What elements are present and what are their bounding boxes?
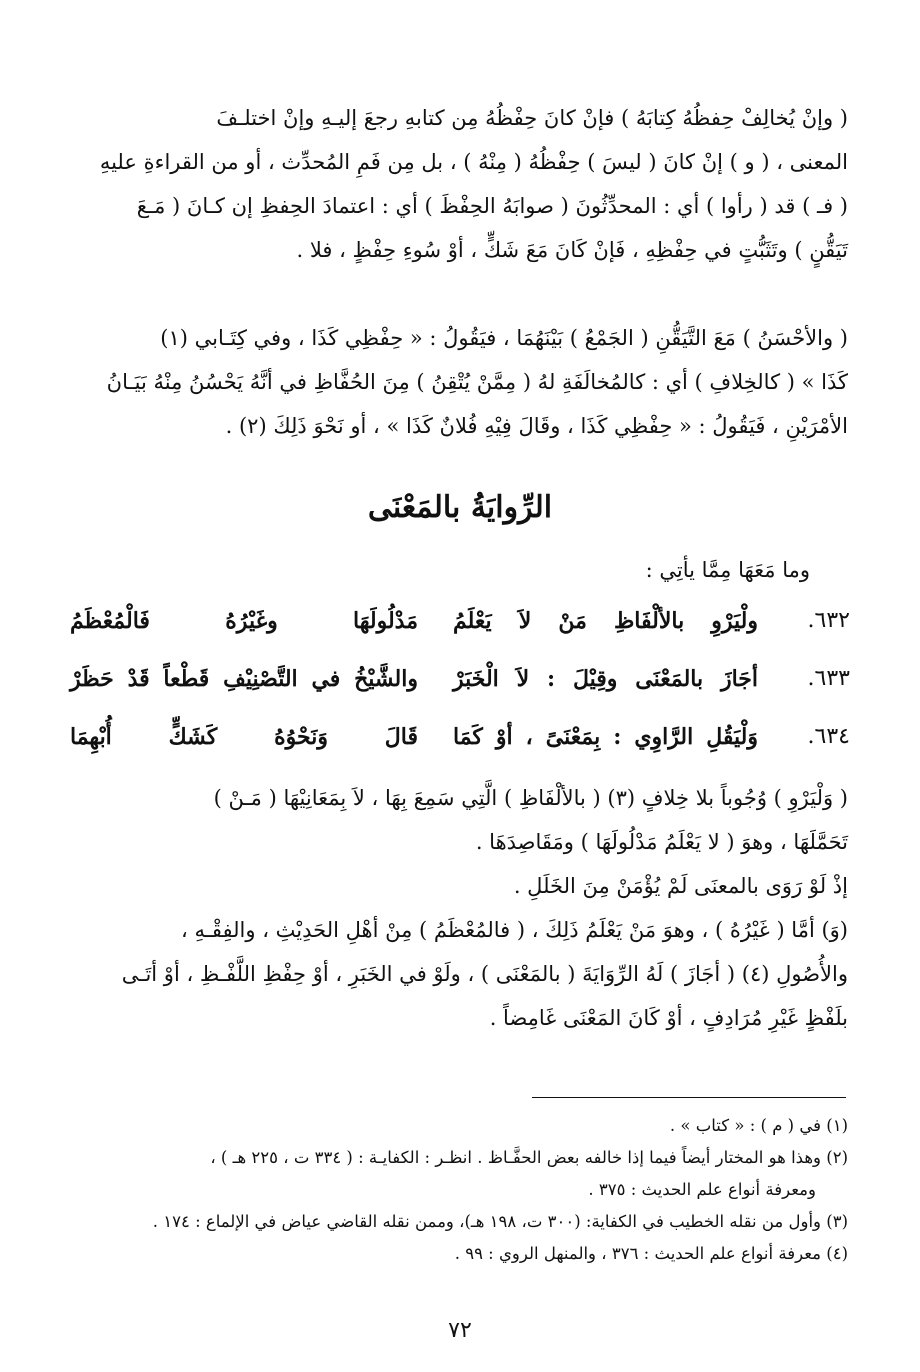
verse-row [70, 608, 850, 652]
page-number: ٧٢ [448, 1318, 472, 1343]
text-line: بلَفْظٍ غَيْرِ مُرَادِفٍ ، أوْ كَانَ المَعْنَى غَامِضاً . [489, 1006, 848, 1030]
footnote: (٤) معرفة أنواع علم الحديث : ٣٧٦ ، والمنهل الروي : ٩٩ . [454, 1244, 848, 1263]
footnote: (١) في ( م ) : « كتاب » . [669, 1116, 848, 1135]
footnote-continuation: ومعرفة أنواع علم الحديث : ٣٧٥ . [588, 1180, 816, 1199]
footnote: (٢) وهذا هو المختار أيضاً فيما إذا خالفه بعض الحفَّـاظ . انظـر : الكفايـة : ( ٣٣٤ ت ، ٢٢٥ هـ ) ، [210, 1148, 848, 1167]
text-line: (وَ) أمَّا ( غَيْرُهُ ) ، وهوَ مَنْ يَعْلَمُ ذَلِكَ ، ( فالمُعْظَمُ ) مِنْ أهْلِ الحَدِيْثِ ، والفِقْـهِ ، [181, 918, 848, 942]
paragraph-commentary [70, 776, 848, 1040]
verse-number: ٦٣٣. [807, 666, 850, 691]
verse-second-hemistich: مَدْلُولَهَا وغَيْرُهُ فَالْمُعْظَمُ [70, 608, 418, 634]
verse-first-hemistich: وَلْيَقُلِ الرَّاوِي : بِمَعْنَىً ، أوْ كَمَا [453, 724, 758, 750]
verse-first-hemistich: ولْيَرْوِ بالألْفَاظِ مَنْ لاَ يَعْلَمُ [453, 608, 758, 634]
paragraph-second [70, 316, 848, 448]
text-line: تَحَمَّلَهَا ، وهوَ ( لا يَعْلَمُ مَدْلُولَهَا ) ومَقَاصِدَهَا . [475, 830, 848, 854]
text-line: كَذَا » ( كالخِلافِ ) أي : كالمُخالَفَةِ لهُ ( مِمَّنْ يُتْقِنُ ) مِنَ الحُفَّاظِ في أنَّهُ يَحْسُنُ مِنْهُ بَيَـانُ [106, 370, 848, 394]
footnotes [70, 1110, 848, 1270]
text-line: الأمْرَيْنِ ، فَيَقُولُ : « حِفْظِي كَذَا ، وقَالَ فِيْهِ فُلانٌ كَذَا » ، أو نَحْوَ ذَلِكَ (٢) . [225, 414, 848, 438]
verse-row [70, 724, 850, 768]
text-line: تَيَقُّنٍ ) وتَثَبُّتٍ في حِفْظِهِ ، فَإنْ كَانَ مَعَ شَكٍّ ، أوْ سُوءِ حِفْظٍ ، فلا . [296, 238, 848, 262]
section-title: الرِّوايَةُ بالمَعْنَى [367, 490, 553, 525]
paragraph-top [70, 96, 848, 272]
text-line: والأُصُولِ (٤) ( أجَازَ ) لَهُ الرِّوَايَةَ ( بالمَعْنَى ) ، ولَوْ في الخَبَرِ ، أوْ حِفْظِ اللَّفْـظِ ، أوْ أتَـى [121, 962, 848, 986]
verse-second-hemistich: قَالَ وَنَحْوُهُ كَشَكٍّ أُبْهِمَا [70, 724, 418, 750]
verse-number: ٦٣٤. [807, 724, 850, 749]
verse-first-hemistich: أجَازَ بالمَعْنَى وقِيْلَ : لاَ الْخَبَرْ [453, 666, 758, 692]
footnote-divider [532, 1097, 846, 1098]
intro-line: وما مَعَهَا مِمَّا يأتِي : [645, 558, 810, 582]
verse-row [70, 666, 850, 710]
text-line: إذْ لَوْ رَوَى بالمعنَى لَمْ يُؤْمَنْ مِنَ الخَلَلِ . [513, 874, 848, 898]
verse-number: ٦٣٢. [807, 608, 850, 633]
footnote: (٣) وأول من نقله الخطيب في الكفاية: (٣٠٠ ت، ١٩٨ هـ)، وممن نقله القاضي عياض في الإلماع : ١٧٤ . [152, 1212, 848, 1231]
text-line: ( وإنْ يُخالِفْ حِفظُهُ كِتابَهُ ) فإنْ كانَ حِفْظُهُ مِن كتابهِ رجعَ إليـهِ وإنْ اختلـفَ [216, 106, 848, 130]
text-line: المعنى ، ( و ) إنْ كانَ ( ليسَ ) حِفْظُهُ ( مِنْهُ ) ، بل مِن فَمِ المُحدِّث ، أو من القراءةِ عليهِ [99, 150, 848, 174]
text-line: ( فـ ) قد ( رأوا ) أي : المحدِّثُونَ ( صوابَهُ الحِفْظَ ) أي : اعتمادَ الحِفظِ إن كـانَ ( مَـعَ [136, 194, 848, 218]
text-line: ( والأحْسَنُ ) مَعَ التَّيَقُّنِ ( الجَمْعُ ) بَيْنَهُمَا ، فيَقُولُ : « حِفْظِي كَذَا ، وفي كِتَـابي (١) [160, 326, 848, 350]
verse-second-hemistich: والشَّيْخُ في التَّصْنِيْفِ قَطْعاً قَدْ حَظَرْ [70, 666, 418, 692]
text-line: ( وَلْيَرْوِ ) وُجُوباً بلا خِلافٍ (٣) ( بالألْفَاظِ ) الَّتِي سَمِعَ بِهَا ، لاَ بِمَعَانِيْهَا ( مَـنْ ) [213, 786, 848, 810]
